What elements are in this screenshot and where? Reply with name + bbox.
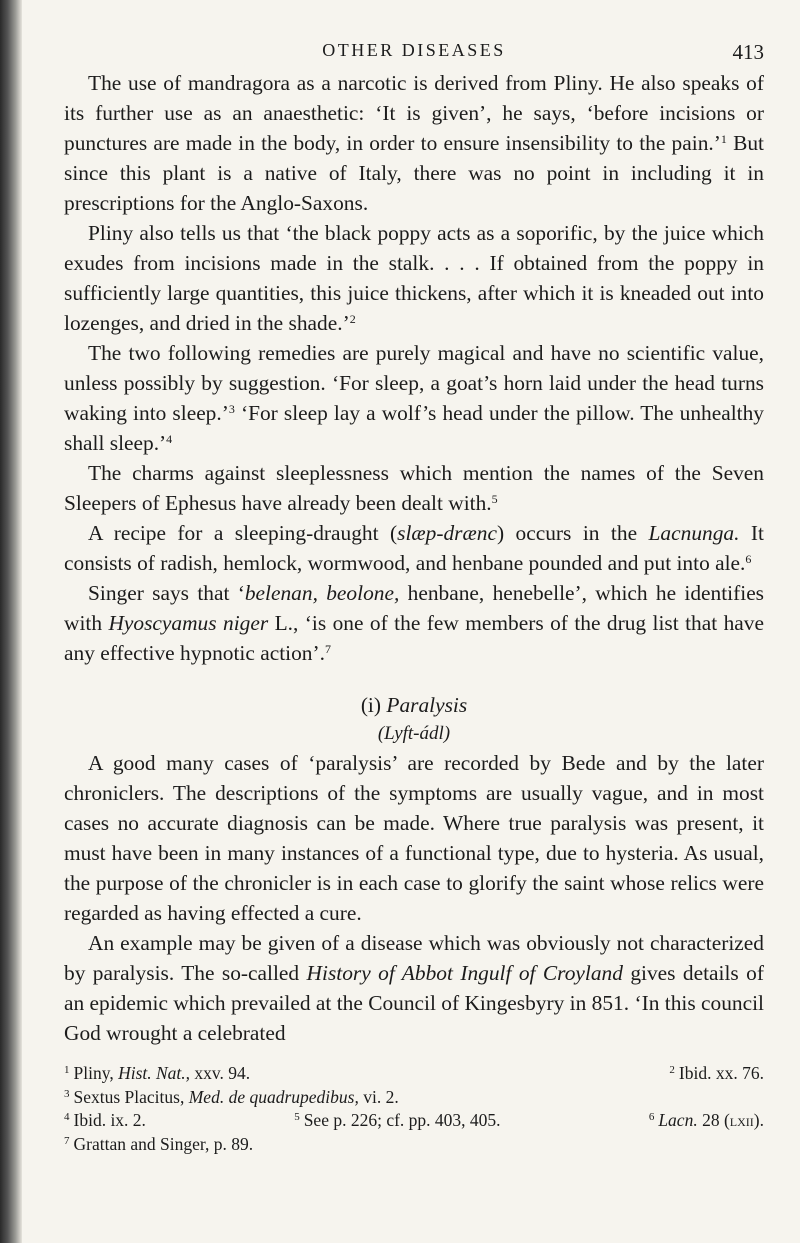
footnote-1: $^1$ Pliny, Hist. Nat., xxv. 94. <box>64 1063 251 1083</box>
footnote-5: $^5$ See p. 226; cf. pp. 403, 405. <box>294 1110 501 1130</box>
page-header <box>64 28 764 68</box>
section-subheading: (Lyft-ádl) <box>377 723 451 744</box>
paragraph-2: Pliny also tells us that ‘the black poppy acts as a soporific, by the juice which exudes from incisions made in the stalk. . . . If obtained from the poppy in sufficiently large quantities, this juice thickens, after which it is kneaded out into lozenges, and dried in the shade.’$^2$ <box>64 221 764 335</box>
footnote-ref[interactable]: 2 <box>349 312 356 326</box>
footnote-row <box>64 1086 764 1110</box>
section-heading: (i) Paralysis <box>360 693 468 717</box>
page-number: 413 <box>732 40 764 64</box>
footnote-2: $^2$ Ibid. xx. 76. <box>669 1063 764 1083</box>
body-text <box>64 68 764 1048</box>
footnote-4: $^4$ Ibid. ix. 2. <box>64 1110 146 1130</box>
book-spine-shadow <box>0 0 22 1243</box>
footnote-ref[interactable]: 4 <box>166 432 173 446</box>
footnote-6: $^6$ Lacn. 28 (lxii). <box>648 1110 764 1130</box>
footnote-ref[interactable]: 1 <box>720 132 727 146</box>
footnote-ref[interactable]: 5 <box>491 492 498 506</box>
footnote-7: $^7$ Grattan and Singer, p. 89. <box>64 1133 254 1154</box>
footnote-ref[interactable]: 7 <box>324 642 331 656</box>
footnote-ref[interactable]: 6 <box>745 552 752 566</box>
footnote-ref[interactable]: 3 <box>228 402 235 416</box>
paragraph-6: Singer says that ‘belenan, beolone, henbane, henebelle’, which he identifies with Hyoscyamus niger L., ‘is one of the few members of the drug list that have any effective hypnotic action’.$^7$ <box>64 581 765 665</box>
book-page <box>64 28 764 1156</box>
paragraph-3: The two following remedies are purely magical and have no scientific value, unless possibly by suggestion. ‘For sleep, a goat’s horn laid under the head turns waking into sleep.’$^3$ ‘For sleep lay a wolf’s head under the pillow. The unhealthy shall sleep.’$^4$ <box>64 341 764 455</box>
paragraph-1: The use of mandragora as a narcotic is derived from Pliny. He also speaks of its further use as an anaesthetic: ‘It is given’, he says, ‘before incisions or punctures are made in the body, in order to ensure insensibility to the pain.’$^1$ But since this plant is a native of Italy, there was no point in including it in prescriptions for the Anglo-Saxons. <box>64 71 764 215</box>
paragraph-7: A good many cases of ‘paralysis’ are recorded by Bede and by the later chroniclers. The descriptions of the symptoms are usually vague, and in most cases no accurate diagnosis can be made. Where true paralysis was present, it must have been in many instances of a functional type, due to hysteria. As usual, the purpose of the chronicler is in each case to glorify the saint whose relics were regarded as having effected a cure. <box>64 751 764 925</box>
footnotes <box>64 1062 764 1156</box>
paragraph-5: A recipe for a sleeping-draught (slæp-drænc) occurs in the Lacnunga. It consists of radish, hemlock, wormwood, and henbane pounded and put into ale.$^6$ <box>64 521 764 575</box>
footnote-3: $^3$ Sextus Placitus, Med. de quadrupedibus, vi. 2. <box>64 1086 399 1107</box>
paragraph-8: An example may be given of a disease which was obviously not characterized by paralysis. The so-called History of Abbot Ingulf of Croyland gives details of an epidemic which prevailed at the Council of Kingesbyry in 851. ‘In this council God wrought a celebrated <box>64 931 764 1045</box>
footnote-row <box>64 1133 764 1157</box>
footnote-row <box>64 1109 764 1133</box>
running-head: OTHER DISEASES <box>322 40 506 60</box>
paragraph-4: The charms against sleeplessness which mention the names of the Seven Sleepers of Ephesus have already been dealt with.$^5$ <box>64 461 764 515</box>
footnote-row <box>64 1062 764 1086</box>
